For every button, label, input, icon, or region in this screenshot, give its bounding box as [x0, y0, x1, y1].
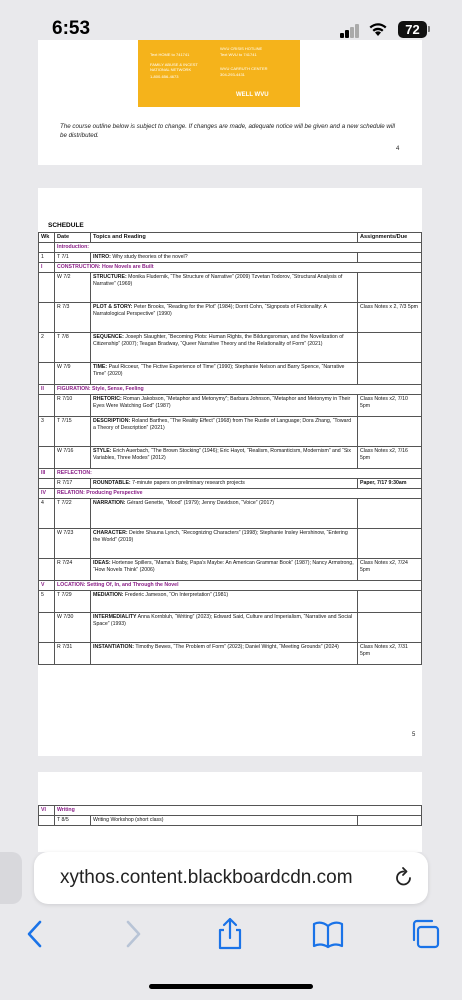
week-cell: 3 — [39, 417, 55, 447]
wifi-icon — [368, 21, 388, 37]
flyer-line: 1-800-656-4673 — [150, 74, 179, 79]
date-cell: W 7/9 — [55, 363, 91, 385]
battery-indicator: 72 — [398, 21, 427, 38]
col-header-assignments: Assignments/Due — [358, 233, 422, 243]
bookmarks-icon[interactable] — [310, 916, 346, 952]
week-cell: 4 — [39, 499, 55, 529]
unit-number: III — [39, 469, 55, 479]
topic-cell: CHARACTER: Deidre Shauna Lynch, “Recognizing Characters” (1998); Stephanie Insley Hershinow, “Entering the World” (2019) — [91, 529, 358, 559]
home-indicator[interactable] — [149, 984, 313, 989]
table-row — [39, 529, 422, 559]
table-row — [39, 816, 422, 826]
unit-number: I — [39, 263, 55, 273]
unit-name: FIGURATION: Style, Sense, Feeling — [55, 385, 422, 395]
unit-row — [39, 263, 422, 273]
schedule-table-continued — [38, 805, 422, 826]
table-row — [39, 499, 422, 529]
document-page-4 — [38, 40, 422, 165]
flyer-line: WVU CARRUTH CENTER — [220, 66, 268, 71]
flyer-line: WVU CRISIS HOTLINE — [220, 46, 263, 51]
address-bar[interactable] — [34, 852, 428, 904]
support-flyer — [138, 40, 300, 107]
date-cell: W 7/23 — [55, 529, 91, 559]
table-row — [39, 273, 422, 303]
assign-cell: Class Notes x2, 7/24 5pm — [358, 559, 422, 581]
assign-cell — [358, 253, 422, 263]
col-header-date: Date — [55, 233, 91, 243]
course-outline-disclaimer: The course outline below is subject to change. If changes are made, adequate notice will be given and a new schedule will be distributed. — [60, 123, 396, 139]
table-row — [39, 253, 422, 263]
unit-number: V — [39, 581, 55, 591]
date-cell: W 7/16 — [55, 447, 91, 469]
intro-row — [39, 243, 422, 253]
unit-number: VI — [39, 806, 55, 816]
url-text[interactable]: xythos.content.blackboardcdn.com — [60, 867, 353, 888]
table-header-row — [39, 233, 422, 243]
intro-label: Introduction: — [55, 243, 422, 253]
forward-icon[interactable] — [114, 916, 150, 952]
topic-cell: INTERMEDIALITY Anna Kornbluh, “Writing” (2023); Edward Said, Culture and Imperialism, “Narrative and Social Space” (1993) — [91, 613, 358, 643]
assign-cell: Class Notes x2, 7/16 5pm — [358, 447, 422, 469]
date-cell: W 7/30 — [55, 613, 91, 643]
topic-cell: RHETORIC: Roman Jakobson, “Metaphor and Metonymy”; Barbara Johnson, “Metaphor and Metonymy in Their Eyes Were Watching God” (1987) — [91, 395, 358, 417]
topic-cell: IDEAS: Hortense Spillers, “Mama’s Baby, Papa’s Maybe: An American Grammar Book” (1987); Nancy Armstrong, “How Novels Think” (2006) — [91, 559, 358, 581]
topic-cell: SEQUENCE: Joseph Slaughter, “Becoming Plots: Human Rights, the Bildungsroman, and the Novelization of Citizenship” (2007); Teagan Bradway, “Queer Narrative Theory and the Relationality of Form” (2021) — [91, 333, 358, 363]
assign-cell: Class Notes x2, 7/31 5pm — [358, 643, 422, 665]
topic-cell: PLOT & STORY: Peter Brooks, “Reading for the Plot” (1984); Dorrit Cohn, “Signposts of Fictionality: A Narratological Perspective” (1990) — [91, 303, 358, 333]
page-number: 5 — [412, 732, 416, 738]
schedule-table — [38, 232, 422, 665]
date-cell: T 8/5 — [55, 816, 91, 826]
assign-cell: Paper, 7/17 9:30am — [358, 479, 422, 489]
schedule-title: SCHEDULE — [48, 222, 84, 229]
unit-number: IV — [39, 489, 55, 499]
table-row — [39, 395, 422, 417]
unit-row — [39, 385, 422, 395]
unit-row — [39, 469, 422, 479]
flyer-line: FAMILY ABUSE & INCEST NATIONAL NETWORK — [150, 62, 198, 72]
unit-row — [39, 806, 422, 816]
battery-tip — [428, 26, 430, 32]
table-row — [39, 643, 422, 665]
topic-cell: INSTANTIATION: Timothy Bewes, “The Problem of Form” (2023); Daniel Wright, “Meeting Grounds” (2024) — [91, 643, 358, 665]
cellular-signal-icon — [340, 24, 360, 38]
date-cell: T 7/8 — [55, 333, 91, 363]
flyer-line: Text HOME to 741741 — [150, 52, 190, 57]
topic-cell: STYLE: Erich Auerbach, “The Brown Stocking” (1946); Eric Hayot, “Realism, Romanticism, Modernism” and “Six Variables, Three Modes” (2012) — [91, 447, 358, 469]
flyer-line: 304-293-4431 — [220, 72, 245, 77]
table-row — [39, 447, 422, 469]
topic-cell: NARRATION: Gérard Genette, “Mood” (1979); Jenny Davidson, “Voice” (2017) — [91, 499, 358, 529]
topic-cell: ROUNDTABLE: 7-minute papers on preliminary research projects — [91, 479, 358, 489]
col-header-wk: Wk — [39, 233, 55, 243]
status-time: 6:53 — [52, 18, 91, 39]
reload-icon[interactable] — [394, 866, 414, 888]
table-row — [39, 613, 422, 643]
assign-cell: Class Notes x2, 7/10 5pm — [358, 395, 422, 417]
date-cell: T 7/15 — [55, 417, 91, 447]
back-icon[interactable] — [18, 916, 54, 952]
tabs-icon[interactable] — [408, 916, 444, 952]
week-cell: 1 — [39, 253, 55, 263]
col-header-topics: Topics and Reading — [91, 233, 358, 243]
previous-tab-edge[interactable] — [0, 852, 22, 904]
week-cell: 2 — [39, 333, 55, 363]
assign-cell: Class Notes x 2, 7/3 5pm — [358, 303, 422, 333]
document-page-5 — [38, 188, 422, 756]
unit-name: Writing — [55, 806, 422, 816]
unit-row — [39, 489, 422, 499]
unit-name: CONSTRUCTION: How Novels are Built — [55, 263, 422, 273]
topic-cell: Writing Workshop (short class) — [91, 816, 358, 826]
unit-name: RELATION: Producing Perspective — [55, 489, 422, 499]
table-row — [39, 363, 422, 385]
table-row — [39, 559, 422, 581]
date-cell: T 7/29 — [55, 591, 91, 613]
topic-cell: TIME: Paul Ricoeur, “The Fictive Experience of Time” (1990); Stephanie Nelson and Barry Spence, “Narrative Time” (2020) — [91, 363, 358, 385]
share-icon[interactable] — [212, 916, 248, 952]
table-row — [39, 333, 422, 363]
page-number: 4 — [396, 146, 400, 152]
table-row — [39, 417, 422, 447]
date-cell: R 7/17 — [55, 479, 91, 489]
topic-cell: STRUCTURE: Monika Fludernik, “The Structure of Narrative” (2009) Tzvetan Todorov, “Structural Analysis of Narrative” (1969) — [91, 273, 358, 303]
table-row — [39, 303, 422, 333]
date-cell: W 7/2 — [55, 273, 91, 303]
date-cell: R 7/24 — [55, 559, 91, 581]
date-cell: T 7/1 — [55, 253, 91, 263]
table-row — [39, 591, 422, 613]
date-cell: R 7/10 — [55, 395, 91, 417]
topic-cell: MEDIATION: Frederic Jameson, “On Interpretation” (1981) — [91, 591, 358, 613]
document-page-6 — [38, 772, 422, 852]
topic-cell: DESCRIPTION: Roland Barthes, “The Reality Effect” (1968) from The Rustle of Language; Dora Zhang, “Toward a Theory of Description” (2021) — [91, 417, 358, 447]
date-cell: R 7/3 — [55, 303, 91, 333]
unit-row — [39, 581, 422, 591]
date-cell: T 7/22 — [55, 499, 91, 529]
topic-cell: INTRO: Why study theories of the novel? — [91, 253, 358, 263]
well-wvu-logo: WELL WVU — [236, 92, 269, 98]
browser-toolbar — [0, 910, 462, 960]
table-row — [39, 479, 422, 489]
unit-number: II — [39, 385, 55, 395]
flyer-line: Text WVU to 741741 — [220, 52, 257, 57]
unit-name: LOCATION: Setting Of, In, and Through the Novel — [55, 581, 422, 591]
unit-name: REFLECTION: — [55, 469, 422, 479]
date-cell: R 7/31 — [55, 643, 91, 665]
week-cell: 5 — [39, 591, 55, 613]
